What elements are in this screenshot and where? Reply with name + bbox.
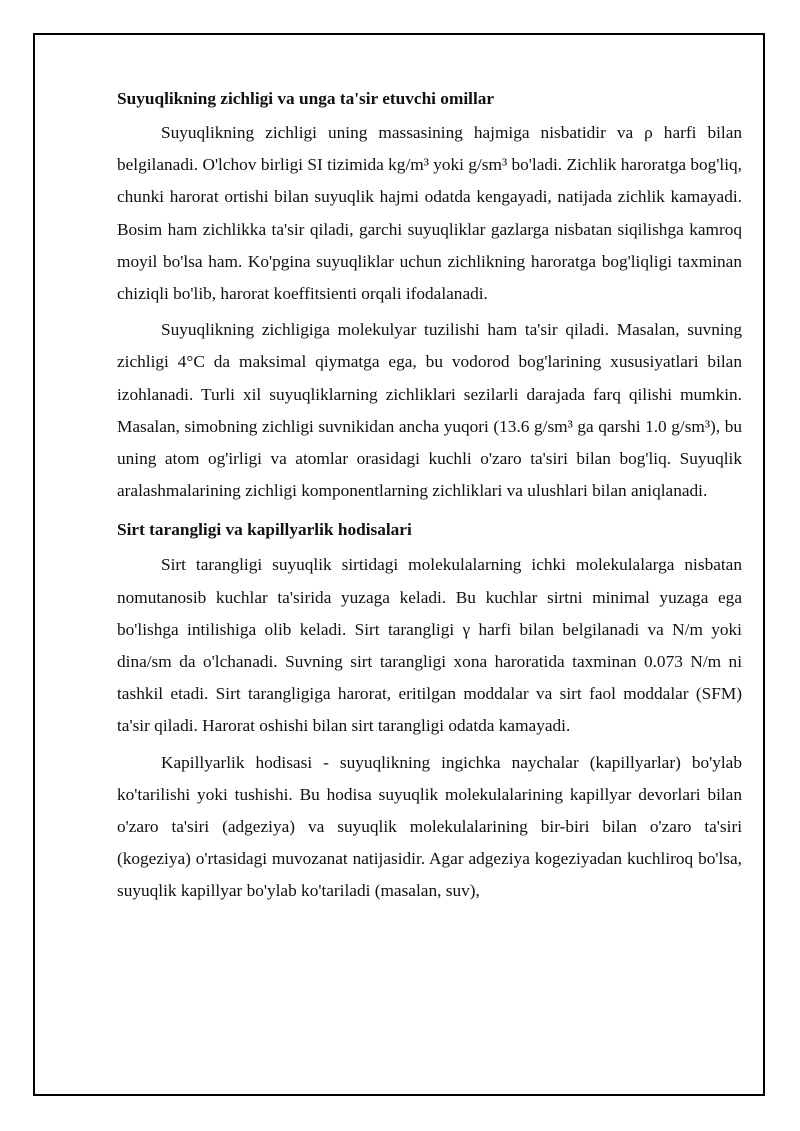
section-density <box>117 86 742 507</box>
section-heading: Sirt tarangligi va kapillyarlik hodisalari <box>117 520 412 540</box>
section-surface-tension <box>117 517 742 907</box>
section-heading: Suyuqlikning zichligi va unga ta'sir etuvchi omillar <box>117 89 495 108</box>
paragraph: Suyuqlikning zichligi uning massasining hajmiga nisbatidir va ρ harfi bilan belgilanadi. O'lchov birligi SI tizimida kg/m³ yoki g/sm³ bo'ladi. Zichlik haroratga bog'liq, chunki harorat ortishi bilan suyuqlik hajmi odatda kengayadi, natijada zichlik kamayadi. Bosim ham zichlikka ta'sir qiladi, garchi suyuqliklar gazlarga nisbatan siqilishga kamroq moyil bo'lsa ham. Ko'pgina suyuqliklar uchun zichlikning haroratga bog'liqligi taxminan chiziqli bo'lib, harorat koeffitsienti orqali ifodalanadi. <box>117 123 742 304</box>
paragraph: Sirt tarangligi suyuqlik sirtidagi molekulalarning ichki molekulalarga nisbatan nomutanosib kuchlar ta'sirida yuzaga keladi. Bu kuchlar sirtni minimal yuzaga ega bo'lishga intilishiga olib keladi. Sirt tarangligi γ harfi bilan belgilanadi va N/m yoki dina/sm da o'lchanadi. Suvning sirt tarangligi xona haroratida taxminan 0.073 N/m ni tashkil etadi. Sirt tarangligiga harorat, eritilgan moddalar va sirt faol moddalar (SFM) ta'sir qiladi. Harorat oshishi bilan sirt tarangligi odatda kamayadi. <box>117 555 742 736</box>
paragraph: Kapillyarlik hodisasi - suyuqlikning ingichka naychalar (kapillyarlar) bo'ylab ko'tarilishi yoki tushishi. Bu hodisa suyuqlik molekulalarining kapillyar devorlari bilan o'zaro ta'siri (adgeziya) va suyuqlik molekulalarining bir-biri bilan o'zaro ta'siri (kogeziya) o'rtasidagi muvozanat natijasidir. Agar adgeziya kogeziyadan kuchliroq bo'lsa, suyuqlik kapillyar bo'ylab ko'tariladi (masalan, suv), <box>117 752 742 901</box>
document-body <box>117 86 742 912</box>
paragraph: Suyuqlikning zichligiga molekulyar tuzilishi ham ta'sir qiladi. Masalan, suvning zichligi 4°C da maksimal qiymatga ega, bu vodorod bog'larining xususiyatlari bilan izohlanadi. Turli xil suyuqliklarning zichliklari sezilarli darajada farq qilishi mumkin. Masalan, simobning zichligi suvnikidan ancha yuqori (13.6 g/sm³ ga qarshi 1.0 g/sm³), bu uning atom og'irligi va atomlar orasidagi kuchli o'zaro ta'siri bilan bog'liq. Suyuqlik aralashmalarining zichligi komponentlarning zichliklari va ulushlari bilan aniqlanadi. <box>117 320 742 501</box>
